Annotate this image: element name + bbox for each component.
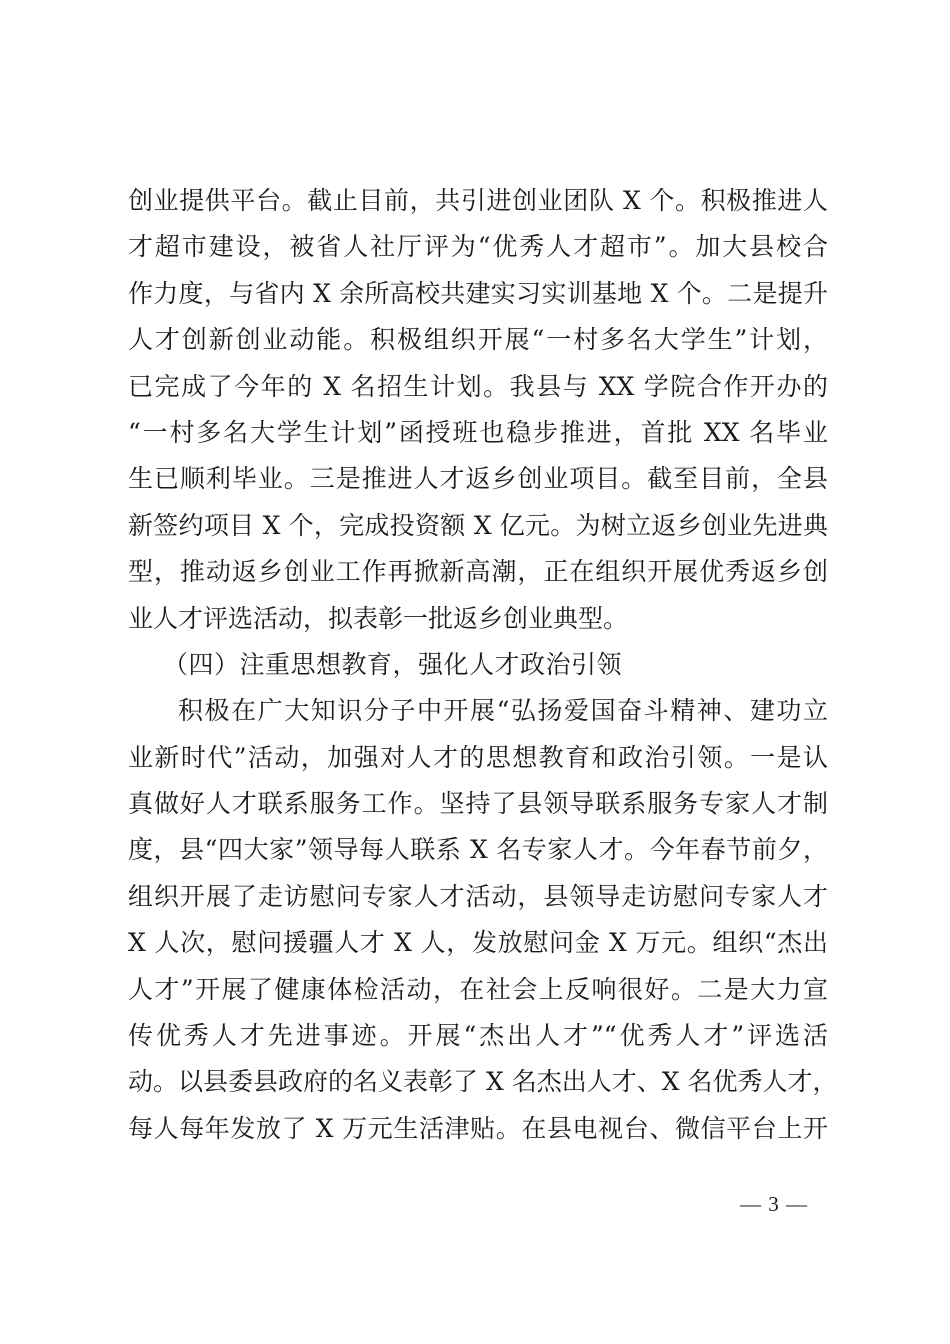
text-line: 业新时代”活动，加强对人才的思想教育和政治引领。一是认 [128,742,828,772]
text-line: 业人才评选活动，拟表彰一批返乡创业典型。 [128,603,629,633]
text-line: 度，县“四大家”领导每人联系 X 名专家人才。今年春节前夕， [128,835,828,865]
text-line: X 人次，慰问援疆人才 X 人，发放慰问金 X 万元。组织“杰出 [128,928,828,958]
text-line: 每人每年发放了 X 万元生活津贴。在县电视台、微信平台上开 [128,1113,828,1143]
body-text [128,178,838,1152]
page-number: — 3 — [740,1192,808,1216]
text-line: 传优秀人才先进事迹。开展“杰出人才”“优秀人才”评选活 [128,1021,828,1051]
text-line: 作力度，与省内 X 余所高校共建实习实训基地 X 个。二是提升 [128,278,828,308]
text-line: 新签约项目 X 个，完成投资额 X 亿元。为树立返乡创业先进典 [128,510,828,540]
text-line: “一村多名大学生计划”函授班也稳步推进，首批 XX 名毕业 [128,417,828,447]
text-line: 人才创新创业动能。积极组织开展“一村多名大学生”计划， [128,325,828,355]
text-line: 人才”开展了健康体检活动，在社会上反响很好。二是大力宣 [128,974,828,1004]
text-line: 已完成了今年的 X 名招生计划。我县与 XX 学院合作开办的 [128,371,828,401]
text-line: 积极在广大知识分子中开展“弘扬爱国奋斗精神、建功立 [178,696,828,726]
section-heading: （四）注重思想教育，强化人才政治引领 [163,649,623,679]
text-line: 真做好人才联系服务工作。坚持了县领导联系服务专家人才制 [128,789,828,819]
text-line: 组织开展了走访慰问专家人才活动，县领导走访慰问专家人才 [128,881,828,911]
text-line: 创业提供平台。截止目前，共引进创业团队 X 个。积极推进人 [128,186,828,215]
text-line: 才超市建设，被省人社厅评为“优秀人才超市”。加大县校合 [128,232,828,262]
text-line: 动。以县委县政府的名义表彰了 X 名杰出人才、X 名优秀人才， [128,1067,838,1097]
text-line: 生已顺利毕业。三是推进人才返乡创业项目。截至目前，全县 [128,464,828,494]
text-line: 型，推动返乡创业工作再掀新高潮，正在组织开展优秀返乡创 [128,557,828,587]
